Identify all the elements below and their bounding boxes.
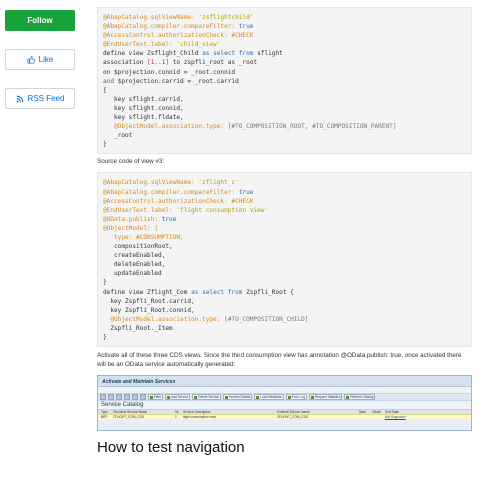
code-token: [#TO_COMPOSITION_ROOT, #TO_COMPOSITION_PARENT]	[227, 123, 397, 131]
toolbar-button[interactable]	[148, 394, 163, 400]
code-token: true	[161, 215, 177, 223]
code-token: association	[103, 59, 148, 67]
table-cell: Soft State	[385, 410, 399, 415]
code-token: @ObjectModel.association.type:	[103, 315, 225, 323]
code-line	[103, 324, 466, 333]
toolbar-button-icon	[167, 396, 170, 399]
code-line	[103, 315, 466, 324]
code-caption: Source code of view #3:	[97, 158, 165, 166]
code-token: @AccessControl.authorizationCheck: #CHECK	[103, 197, 254, 205]
code-line	[103, 95, 466, 104]
toolbar-button[interactable]	[223, 394, 252, 400]
code-line	[103, 58, 466, 67]
follow-button[interactable]: Follow	[5, 10, 75, 31]
code-token: @ObjectModel.association.type:	[103, 123, 228, 131]
code-token: compositionRoot,	[103, 243, 173, 251]
code-token: _root	[103, 132, 133, 140]
toolbar-icon	[124, 394, 130, 400]
code-token: [1..1]	[147, 59, 170, 67]
code-token: createEnabled,	[103, 252, 166, 260]
like-label: Like	[38, 55, 54, 64]
code-line	[103, 122, 466, 131]
table-cell: 1	[175, 415, 177, 420]
code-token: @OData.publish:	[103, 215, 162, 223]
toolbar-button-icon	[346, 396, 349, 399]
like-button[interactable]	[5, 49, 75, 70]
rss-label: RSS Feed	[27, 94, 65, 103]
table-cell: BEP	[101, 415, 108, 420]
code-line	[103, 224, 466, 233]
code-line	[103, 49, 466, 58]
toolbar-button-label: Add Service	[171, 395, 189, 400]
code-line	[103, 131, 466, 140]
gui-table-row	[98, 414, 471, 419]
code-token: Zspfli_Root {	[242, 288, 294, 296]
toolbar-button-label: Delete Service	[198, 395, 220, 400]
toolbar-button-icon	[225, 396, 228, 399]
code-token: @AbapCatalog.compiler.compareFilter:	[103, 188, 239, 196]
code-line	[103, 68, 466, 77]
toolbar-button-label: Refresh Catalog	[350, 395, 374, 400]
table-cell: flight consumption view	[183, 415, 216, 420]
toolbar-button-icon	[311, 396, 314, 399]
toolbar-button[interactable]	[344, 394, 375, 400]
toolbar-button-label: Filter	[154, 395, 162, 400]
code-token: 'flight consumption view'	[176, 206, 269, 214]
toolbar-button[interactable]	[254, 394, 283, 400]
code-token: @AbapCatalog.sqlViewName:	[103, 14, 199, 21]
toolbar-button[interactable]	[309, 394, 343, 400]
code-token: @AccessControl.authorizationCheck: #CHECK	[103, 32, 254, 40]
code-token: @AbapCatalog.sqlViewName:	[103, 179, 199, 187]
toolbar-button-icon	[194, 396, 197, 399]
code-token: true	[238, 188, 254, 196]
code-token: key sflight.connid,	[103, 104, 184, 112]
code-token: type: #CONSUMPTION,	[103, 233, 184, 241]
code-line	[103, 242, 466, 251]
gui-subtitle: Service Catalog	[98, 401, 471, 409]
code-line	[103, 13, 466, 22]
code-token: }	[103, 334, 107, 341]
code-token: key sflight.carrid,	[103, 95, 184, 103]
section-heading: How to test navigation	[97, 439, 245, 457]
toolbar-button-label: Error Log	[291, 395, 305, 400]
sap-gui-screenshot	[97, 375, 472, 431]
table-cell: ZFLIGHT_COM_CDS	[277, 415, 308, 420]
social-sidebar	[5, 10, 76, 127]
code-token: updateEnabled	[103, 270, 162, 278]
code-token: Zspfli_Root._Item	[103, 324, 173, 332]
code-token: [#TO_COMPOSITION_CHILD]	[224, 315, 309, 323]
code-block-consumption-view	[97, 172, 472, 347]
rss-feed-button[interactable]	[5, 88, 75, 109]
code-line	[103, 31, 466, 40]
code-token: on $projection.connid = _root.connid	[103, 68, 236, 76]
code-token: as select from	[202, 50, 254, 58]
code-line	[103, 188, 466, 197]
code-line	[103, 206, 466, 215]
code-token: key Zspfli_Root.carrid,	[103, 297, 195, 305]
code-line	[103, 140, 466, 149]
code-line	[103, 86, 466, 95]
toolbar-button-label: Service Details	[229, 395, 251, 400]
code-token: 'child_view'	[176, 41, 221, 49]
toolbar-icon	[116, 394, 122, 400]
table-cell: Technical Service Name	[113, 410, 148, 415]
table-cell: ZFLIGHT_COM_CDS	[113, 415, 144, 420]
code-token: {	[103, 86, 107, 94]
code-line	[103, 22, 466, 31]
toolbar-button[interactable]	[286, 394, 307, 400]
article-content	[97, 7, 472, 456]
thumbs-up-icon	[27, 56, 35, 64]
code-token: key sflight.fldate,	[103, 114, 184, 122]
code-line	[103, 104, 466, 113]
code-block-child-view	[97, 7, 472, 154]
code-line	[103, 178, 466, 187]
table-cell: OAuth	[372, 410, 382, 415]
toolbar-button[interactable]	[192, 394, 221, 400]
code-token: @AbapCatalog.compiler.compareFilter:	[103, 23, 239, 31]
table-cell: Ve	[175, 410, 179, 415]
code-line	[103, 260, 466, 269]
code-token: define view Zflight_Com	[103, 288, 192, 296]
gui-table-header	[98, 409, 471, 414]
table-cell: Nam	[359, 410, 366, 415]
code-line	[103, 297, 466, 306]
code-line	[103, 233, 466, 242]
code-token: 'zflight_c'	[198, 179, 239, 187]
toolbar-button-label: Request Statistics	[314, 395, 341, 400]
code-line	[103, 288, 466, 297]
table-cell: Type	[101, 410, 108, 415]
toolbar-button-icon	[256, 396, 259, 399]
code-line	[103, 197, 466, 206]
gui-title: Activate and Maintain Services	[98, 376, 471, 387]
code-token: to zspfli_root as _root	[169, 59, 258, 67]
gui-toolbar	[98, 393, 471, 401]
code-token: true	[238, 23, 254, 31]
code-line	[103, 40, 466, 49]
table-cell[interactable]: Not Supported	[385, 415, 406, 420]
toolbar-button[interactable]	[165, 394, 190, 400]
article-paragraph: Activate all of these three CDS views. Since the third consumption view has annotation @OData.publish: true, once activated there will be an OData service automatically generated:	[97, 352, 462, 369]
code-token: }	[103, 279, 107, 287]
code-token: @ObjectModel: {	[103, 224, 159, 232]
code-line	[103, 306, 466, 315]
toolbar-icon	[100, 394, 106, 400]
code-line	[103, 77, 466, 86]
code-line	[103, 333, 466, 342]
code-token: @EndUserText.label:	[103, 206, 177, 214]
rss-icon	[16, 95, 24, 103]
code-line	[103, 113, 466, 122]
toolbar-button-icon	[150, 396, 153, 399]
code-line	[103, 215, 466, 224]
toolbar-button-label: Load Metadata	[260, 395, 282, 400]
code-token: as select from	[191, 288, 243, 296]
table-cell: Service Description	[183, 410, 211, 415]
code-token: sflight	[253, 50, 283, 58]
table-cell: External Service Name	[277, 410, 310, 415]
code-line	[103, 269, 466, 278]
code-token: and	[103, 77, 115, 85]
toolbar-icon	[108, 394, 114, 400]
code-line	[103, 251, 466, 260]
toolbar-icon	[140, 394, 146, 400]
toolbar-button-icon	[288, 396, 291, 399]
code-token: define view Zsflight_Child	[103, 50, 203, 58]
code-token: }	[103, 141, 107, 149]
code-token: deleteEnabled,	[103, 261, 166, 269]
code-token: key Zspfli_Root.connid,	[103, 306, 195, 314]
toolbar-icon	[132, 394, 138, 400]
code-token: @EndUserText.label:	[103, 41, 177, 49]
code-token: $projection.carrid = _root.carrid	[114, 77, 239, 85]
code-token: 'zsflightchild'	[198, 14, 254, 21]
code-line	[103, 278, 466, 287]
